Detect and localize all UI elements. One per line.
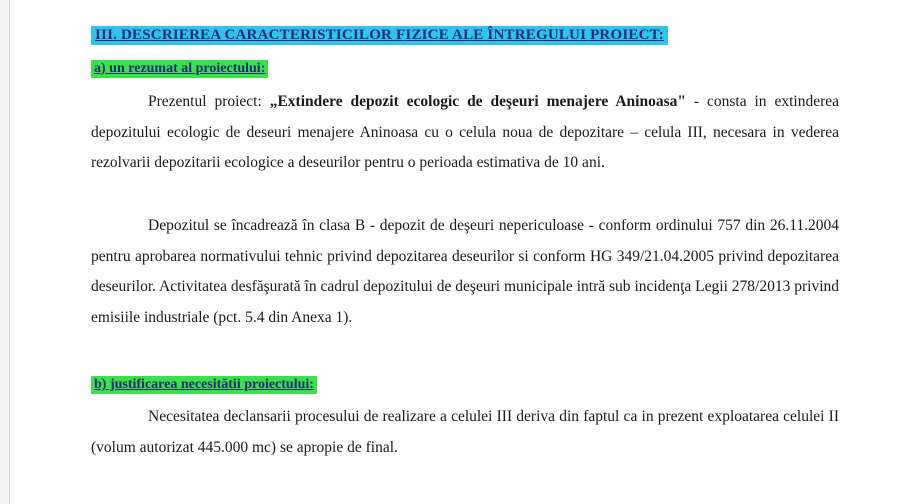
paragraph-project-summary bbox=[91, 87, 839, 179]
paragraph-justification: Necesitatea declansarii procesului de realizare a celulei III deriva din faptul ca in prezent exploatarea celulei II (volum autorizat 445.000 mc) se apropie de final. bbox=[91, 408, 839, 456]
paragraph-depot-classification: Depozitul se încadrează în clasa B - depozit de deşeuri nepericuloase - conform ordinului 757 din 26.11.2004 pentru aprobarea normativului tehnic privind depozitarea deseurilor si conform HG 349/21.04.2005 privind depozitarea deseurilor. Activitatea desfăşurată în cadrul depozitului de deşeuri municipale intră sub incidenţa Legii 278/2013 privind emisiile industriale (pct. 5.4 din Anexa 1). bbox=[91, 217, 839, 326]
document-page bbox=[9, 0, 906, 504]
section-title: III. DESCRIEREA CARACTERISTICILOR FIZICE ALE ÎNTREGULUI PROIECT: bbox=[91, 26, 668, 45]
subsection-a-heading: a) un rezumat al proiectului: bbox=[91, 60, 268, 78]
paragraph-1-rest: - consta in extinderea depozitului ecologic de deseuri menajere Aninoasa cu o celula noua de depozitare – celula III, necesara in vederea rezolvarii depozitarii ecologice a deseurilor pentru o perioada estimativa de 10 ani. bbox=[91, 93, 839, 171]
paragraph-1-lead: Prezentul proiect: bbox=[148, 93, 270, 110]
project-name: „Extindere depozit ecologic de deşeuri menajere Aninoasa" bbox=[269, 93, 686, 110]
subsection-b-heading: b) justificarea necesitătii proiectului: bbox=[91, 376, 317, 394]
